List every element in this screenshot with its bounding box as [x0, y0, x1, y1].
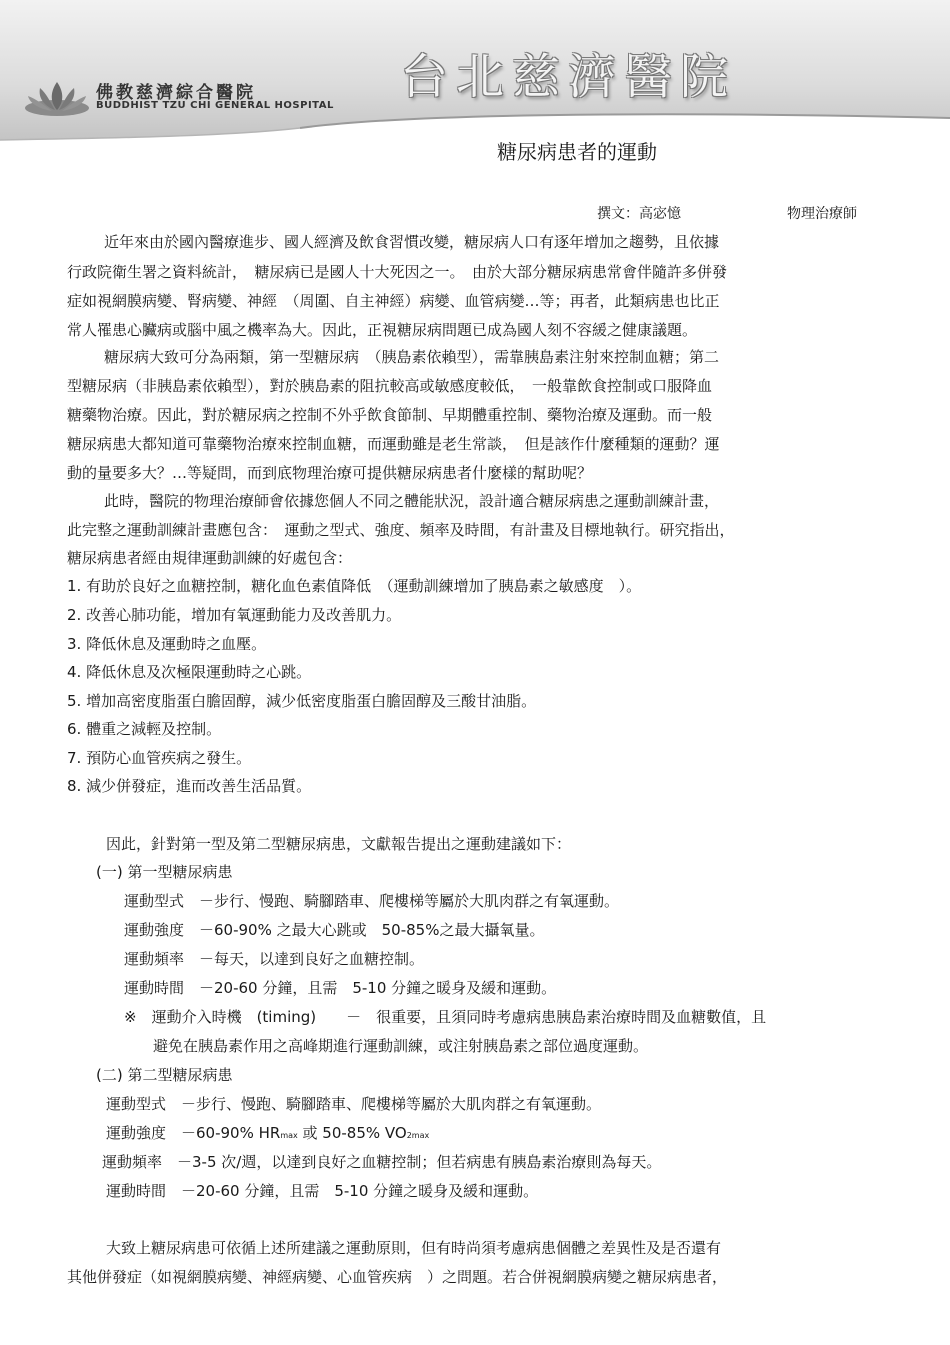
hospital-title: 台北慈濟醫院 [400, 49, 737, 105]
benefit-item: 4. 降低休息及次極限運動時之心跳。 [67, 663, 312, 681]
document-title: 糖尿病患者的運動 [497, 140, 657, 164]
type1-item: 運動型式 －步行、慢跑、騎腳踏車、爬樓梯等屬於大肌肉群之有氧運動。 [124, 892, 620, 910]
closing-line: 其他併發症（如視網膜病變、神經病變、心血管疾病 ）之問題。若合併視網膜病變之糖尿病患者， [67, 1268, 728, 1286]
type2-item-intensity [106, 1123, 429, 1146]
benefit-item: 8. 減少併發症，進而改善生活品質。 [67, 777, 312, 795]
author-role: 物理治療師 [787, 206, 857, 222]
benefit-item: 6. 體重之減輕及控制。 [67, 720, 222, 738]
type2-item: 運動型式 －步行、慢跑、騎腳踏車、爬樓梯等屬於大肌肉群之有氧運動。 [106, 1095, 602, 1113]
para2-line: 型糖尿病（非胰島素依賴型），對於胰島素的阻抗較高或敏感度較低， 一般靠飲食控制或口服降血 [67, 377, 713, 395]
para1-line: 行政院衛生署之資料統計， 糖尿病已是國人十大死因之一。 由於大部分糖尿病患常會伴隨許多併發 [67, 263, 728, 281]
type2-heading: (二) 第二型糖尿病患 [96, 1066, 233, 1084]
type1-item: 運動時間 －20-60 分鐘，且需 5-10 分鐘之暖身及緩和運動。 [124, 979, 557, 997]
vo2-max-subscript: 2max [406, 1131, 430, 1140]
logo-chinese-name: 佛教慈濟綜合醫院 [96, 83, 256, 103]
type2-item: 運動時間 －20-60 分鐘，且需 5-10 分鐘之暖身及緩和運動。 [106, 1182, 539, 1200]
author-name: 撰文：高宓憶 [597, 206, 681, 222]
type1-note-cont: 避免在胰島素作用之高峰期進行運動訓練，或注射胰島素之部位過度運動。 [153, 1037, 649, 1055]
logo-english-name: BUDDHIST TZU CHI GENERAL HOSPITAL [96, 100, 334, 111]
para2-line: 糖尿病患大都知道可靠藥物治療來控制血糖，而運動雖是老生常談， 但是該作什麼種類的運動？運 [67, 435, 720, 453]
author-line [597, 203, 857, 223]
para3-line: 此時，醫院的物理治療師會依據您個人不同之體能狀況，設計適合糖尿病患之運動訓練計畫， [104, 492, 720, 510]
lotus-emblem-icon [22, 78, 92, 118]
para2-line: 糖藥物治療。因此，對於糖尿病之控制不外乎飲食節制、早期體重控制、藥物治療及運動。而一般 [67, 406, 713, 424]
para3-line: 糖尿病患者經由規律運動訓練的好處包含： [67, 549, 353, 567]
para1-line: 症如視網膜病變、腎病變、神經 （周圍、自主神經）病變、血管病變…等；再者，此類病患也比正 [67, 292, 720, 310]
type1-note: ※ 運動介入時機 (timing) － 很重要，且須同時考慮病患胰島素治療時間及血糖數值，且 [124, 1008, 767, 1026]
para1-line: 常人罹患心臟病或腦中風之機率為大。因此，正視糖尿病問題已成為國人刻不容緩之健康議題。 [67, 321, 698, 339]
benefit-item: 1. 有助於良好之血糖控制，糖化血色素值降低 （運動訓練增加了胰島素之敏感度 ）。 [67, 577, 642, 595]
hr-max-subscript: max [280, 1131, 298, 1140]
type1-item: 運動頻率 －每天，以達到良好之血糖控制。 [124, 950, 425, 968]
para1-line: 近年來由於國內醫療進步、國人經濟及飲食習慣改變，糖尿病人口有逐年增加之趨勢，且依據 [104, 233, 720, 251]
intensity-text: 運動強度 －60-90% HR [106, 1124, 281, 1142]
recommend-intro: 因此，針對第一型及第二型糖尿病患，文獻報告提出之運動建議如下： [106, 835, 572, 853]
benefit-item: 3. 降低休息及運動時之血壓。 [67, 635, 267, 653]
benefit-item: 7. 預防心血管疾病之發生。 [67, 749, 252, 767]
page-header [0, 0, 950, 150]
type1-heading: (一) 第一型糖尿病患 [96, 863, 233, 881]
para2-line: 動的量要多大？…等疑問，而到底物理治療可提供糖尿病患者什麼樣的幫助呢？ [67, 464, 593, 482]
type2-item: 運動頻率 －3-5 次/週，以達到良好之血糖控制；但若病患有胰島素治療則為每天。 [102, 1153, 662, 1171]
benefit-item: 5. 增加高密度脂蛋白膽固醇，減少低密度脂蛋白膽固醇及三酸甘油脂。 [67, 692, 537, 710]
closing-line: 大致上糖尿病患可依循上述所建議之運動原則，但有時尚須考慮病患個體之差異性及是否還有 [106, 1239, 722, 1257]
intensity-vo2-text: 或 50-85% VO [297, 1124, 407, 1142]
benefit-item: 2. 改善心肺功能，增加有氧運動能力及改善肌力。 [67, 606, 402, 624]
para2-line: 糖尿病大致可分為兩類，第一型糖尿病 （胰島素依賴型），需靠胰島素注射來控制血糖；第二 [104, 348, 720, 366]
para3-line: 此完整之運動訓練計畫應包含： 運動之型式、強度、頻率及時間，有計畫及目標地執行。研究指出， [67, 521, 735, 539]
type1-item: 運動強度 －60-90% 之最大心跳或 50-85%之最大攝氧量。 [124, 921, 545, 939]
